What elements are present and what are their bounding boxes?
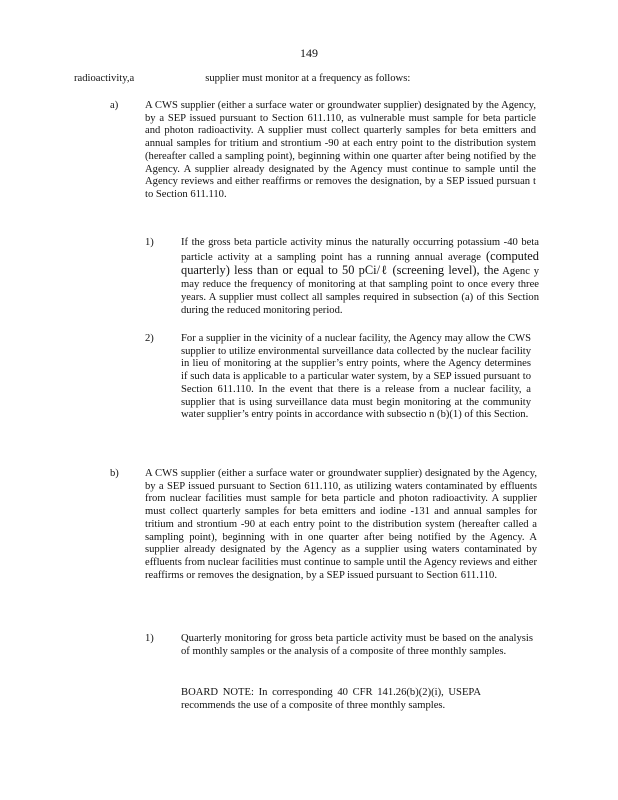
subsection-b-1-text: Quarterly monitoring for gross beta particle activity must be based on the analysis of monthly samples or the analysis of a composite of three monthly samples. <box>181 633 533 657</box>
lead-prefix: radioactivity,a <box>74 73 135 84</box>
subsection-a-1-text-part1: If the gross beta particle activity minus the naturally occurring potassium -40 beta particle activity at a sampling point has a running annual average <box>181 237 539 263</box>
subsection-b <box>110 468 540 582</box>
subsection-b-1-marker: 1) <box>145 633 154 644</box>
subsection-b-marker: b) <box>110 468 119 479</box>
subsection-a <box>110 100 540 202</box>
subsection-a-1-text-part3: Agenc y may reduce the frequency of monitoring at that sampling point to once every three years. A supplier must collect all samples required in subsection (a) of this Section during the reduced monitoring period. <box>181 266 539 316</box>
subsection-a-1-marker: 1) <box>145 237 154 248</box>
page-number: 149 <box>300 46 318 60</box>
subsection-a-marker: a) <box>110 100 119 111</box>
subsection-b-text: A CWS supplier (either a surface water or groundwater supplier) designated by the Agency, by a SEP issued pursuant to Section 611.110, as utilizing waters contaminated by effluents from nuclear facilities must sample for beta particle and photon radioactivity. A supplier must collect quarterly samples for beta emitters and iodine -131 and annual samples for tritium and strontium -90 at each entry point to the distribution system (hereafter called a sampling point), beginning with in one quarter after being notified by the Agency. A supplier already designated by the Agency as a supplier using waters contaminated by effluents from nuclear facilities must continue to sample until the Agency reviews and either reaffirms or removes the designation, by a SEP issued pursuant to Section 611.110. <box>145 468 537 581</box>
subsection-a-text: A CWS supplier (either a surface water or groundwater supplier) designated by the Agency, by a SEP issued pursuant to Section 611.110, as vulnerable must sample for beta particle and photon radioactivity. A supplier must collect quarterly samples for beta emitters and annual samples for tritium and strontium -90 at each entry point to the distribution system (hereafter called a sampling point), beginning within one quarter after being notified by the Agency. A supplier already designated by the Agency must continue to sample until the Agency reviews and either reaffirms or removes the designation, by a SEP issued pursuan t to Section 611.110. <box>145 100 536 200</box>
lead-line <box>74 73 544 86</box>
subsection-a-2 <box>145 333 545 422</box>
subsection-a-2-text: For a supplier in the vicinity of a nuclear facility, the Agency may allow the CWS supplier to utilize environmental surveillance data collected by the nuclear facility in lieu of monitoring at the supplier’s entry points, where the Agency determines if such data is applicable to a particular water system, by a SEP issued pursuant to Section 611.110. In the event that there is a release from a nuclear facility, a supplier that is using surveillance data must begin monitoring at the community water supplier’s entry points in accordance with subsectio n (b)(1) of this Section. <box>181 333 531 421</box>
subsection-b-1 <box>145 633 545 658</box>
lead-text: supplier must monitor at a frequency as follows: <box>205 73 411 84</box>
subsection-a-1 <box>145 237 545 317</box>
subsection-a-1-text <box>181 237 539 317</box>
board-note: BOARD NOTE: In corresponding 40 CFR 141.26(b)(2)(i), USEPA recommends the use of a composite of three monthly samples. <box>181 687 481 711</box>
subsection-a-2-marker: 2) <box>145 333 154 344</box>
subsection-a-1-text-part2: (computed quarterly) less than or equal to 50 pCi/ℓ (screening level), the <box>181 248 539 278</box>
